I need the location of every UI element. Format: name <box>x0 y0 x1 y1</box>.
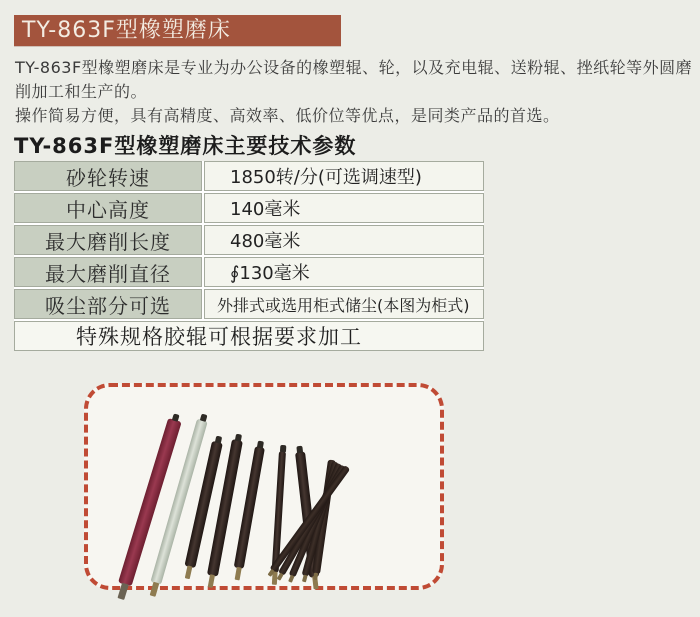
table-row <box>14 289 484 319</box>
spec-label-center-height: 中心高度 <box>14 193 202 223</box>
spec-value-dust-collection: 外排式或选用柜式储尘(本图为柜式) <box>204 289 484 319</box>
intro-line-2: 削加工和生产的。 <box>15 82 148 101</box>
spec-label-wheel-speed: 砂轮转速 <box>14 161 202 191</box>
spec-footnote: 特殊规格胶辊可根据要求加工 <box>14 321 484 351</box>
specs-table <box>14 161 484 351</box>
spec-value-center-height: 140毫米 <box>204 193 484 223</box>
table-row <box>14 257 484 287</box>
page-title-banner <box>14 15 341 46</box>
spec-label-dust-collection: 吸尘部分可选 <box>14 289 202 319</box>
spec-value-max-diameter: ∮130毫米 <box>204 257 484 287</box>
spec-label-max-diameter: 最大磨削直径 <box>14 257 202 287</box>
spec-value-max-length: 480毫米 <box>204 225 484 255</box>
table-row <box>14 161 484 191</box>
intro-line-3: 操作简易方便，具有高精度、高效率、低价位等优点，是同类产品的首选。 <box>15 106 560 125</box>
table-row <box>14 225 484 255</box>
product-photo <box>84 383 444 590</box>
intro-paragraph <box>15 56 693 128</box>
spec-label-max-length: 最大磨削长度 <box>14 225 202 255</box>
table-row <box>14 193 484 223</box>
page-title: TY-863F型橡塑磨床 <box>22 18 231 43</box>
spec-value-wheel-speed: 1850转/分(可选调速型) <box>204 161 484 191</box>
specs-heading: TY-863F型橡塑磨床主要技术参数 <box>14 134 357 158</box>
intro-line-1: TY-863F型橡塑磨床是专业为办公设备的橡塑辊、轮，以及充电辊、送粉辊、挫纸轮等外圆磨 <box>15 58 693 77</box>
